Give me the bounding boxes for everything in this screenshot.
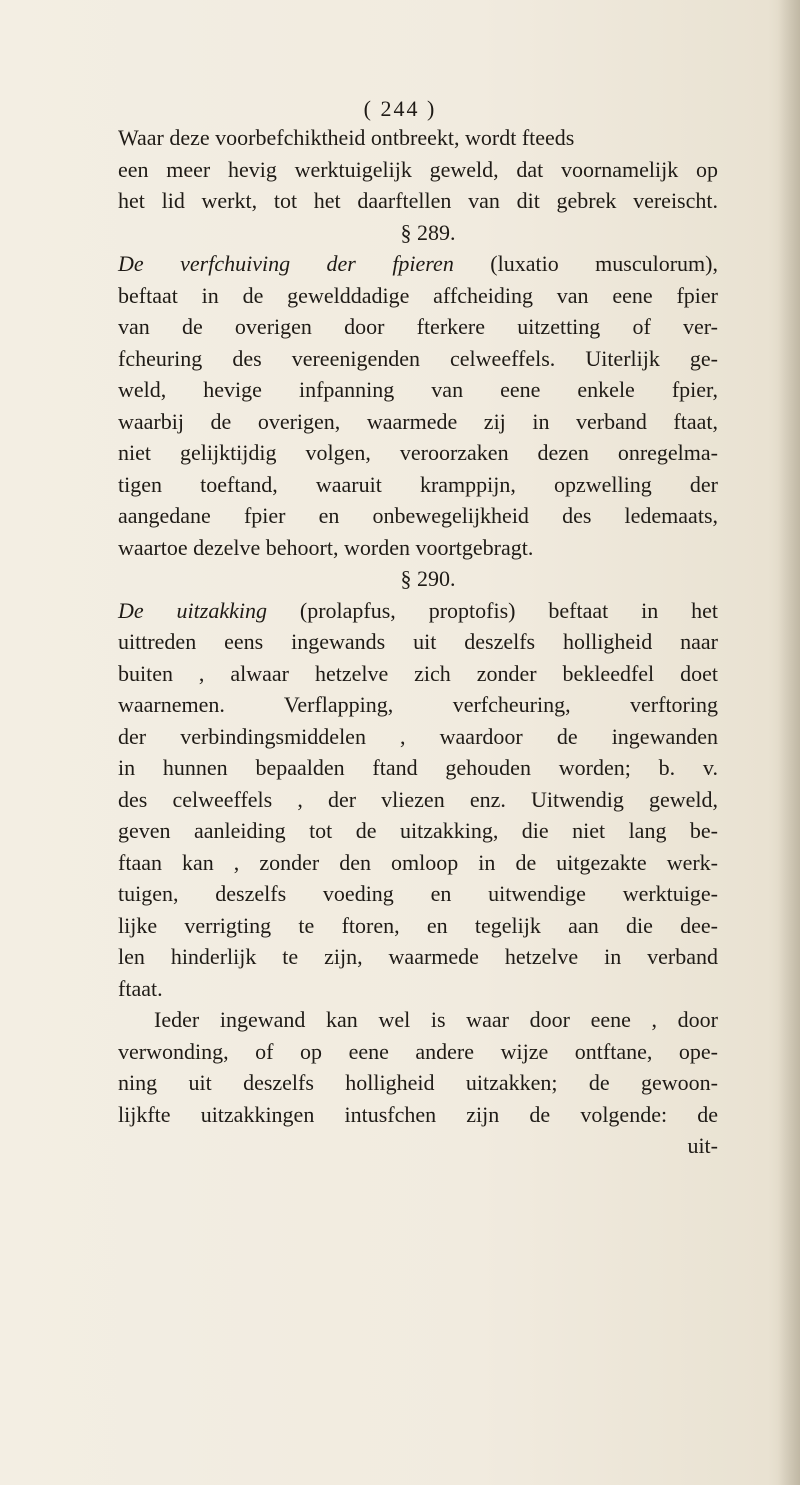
- text-line: tuigen, deszelfs voeding en uitwendige werktuige-: [118, 881, 718, 906]
- text-line: geven aanleiding tot de uitzakking, die niet lang be-: [118, 818, 718, 843]
- page-number: ( 244 ): [363, 96, 437, 121]
- page-edge-shadow: [778, 0, 800, 1485]
- body-text: [118, 122, 718, 1162]
- text-line: buiten , alwaar hetzelve zich zonder bekleedfel doet: [118, 660, 718, 686]
- text-span: (prolapfus, proptofis) beftaat in het: [266, 597, 718, 623]
- text-line: uittreden eens ingewands uit deszelfs holligheid naar: [118, 629, 718, 654]
- text-line: ftaat.: [118, 975, 163, 1001]
- text-line: tigen toeftand, waaruit kramppijn, opzwelling der: [118, 471, 718, 497]
- text-line: Waar deze voorbefchiktheid ontbreekt, wordt fteeds: [118, 125, 575, 150]
- catchword: uit-: [687, 1133, 718, 1158]
- text-line: niet gelijktijdig volgen, veroorzaken dezen onregelma-: [118, 440, 718, 465]
- text-line: weld, hevige infpanning van eene enkele fpier,: [118, 377, 718, 402]
- text-line: een meer hevig werktuigelijk geweld, dat voornamelijk op: [118, 156, 718, 182]
- text-line: [118, 248, 718, 280]
- text-line: waarbij de overigen, waarmede zij in verband ftaat,: [118, 408, 718, 434]
- text-line: waarnemen. Verflapping, verfcheuring, verftoring: [118, 692, 718, 717]
- text-line: ning uit deszelfs holligheid uitzakken; de gewoon-: [118, 1070, 718, 1095]
- text-line: lijke verrigting te ftoren, en tegelijk aan die dee-: [118, 912, 718, 938]
- italic-term: De uitzakking: [118, 597, 267, 623]
- text-line: len hinderlijk te zijn, waarmede hetzelve in verband: [118, 944, 718, 969]
- text-line: Ieder ingewand kan wel is waar door eene , door: [154, 1007, 718, 1032]
- text-line: ftaan kan , zonder den omloop in de uitgezakte werk-: [118, 849, 718, 875]
- text-line: het lid werkt, tot het daarftellen van dit gebrek vereischt.: [118, 188, 718, 213]
- text-line: [118, 595, 718, 627]
- text-line: in hunnen bepaalden ftand gehouden worden; b. v.: [118, 755, 718, 780]
- section-number: § 289.: [400, 219, 456, 245]
- section-number: § 290.: [400, 566, 456, 591]
- text-line: aangedane fpier en onbewegelijkheid des ledemaats,: [118, 503, 718, 528]
- text-line: verwonding, of op eene andere wijze ontftane, ope-: [118, 1038, 718, 1064]
- text-line: waartoe dezelve behoort, worden voortgebragt.: [118, 534, 534, 560]
- italic-term: De verfchuiving der fpieren: [118, 251, 454, 276]
- text-span: (luxatio musculorum),: [453, 251, 718, 276]
- text-line: fcheuring des vereenigenden celweeffels. Uiterlijk ge-: [118, 345, 718, 371]
- text-line: beftaat in de gewelddadige affcheiding van eene fpier: [118, 282, 718, 308]
- text-line: lijkfte uitzakkingen intusfchen zijn de volgende: de: [118, 1101, 718, 1127]
- text-line: der verbindingsmiddelen , waardoor de ingewanden: [118, 723, 718, 749]
- text-line: des celweeffels , der vliezen enz. Uitwendig geweld,: [118, 786, 718, 812]
- text-line: van de overigen door fterkere uitzetting of ver-: [118, 314, 718, 339]
